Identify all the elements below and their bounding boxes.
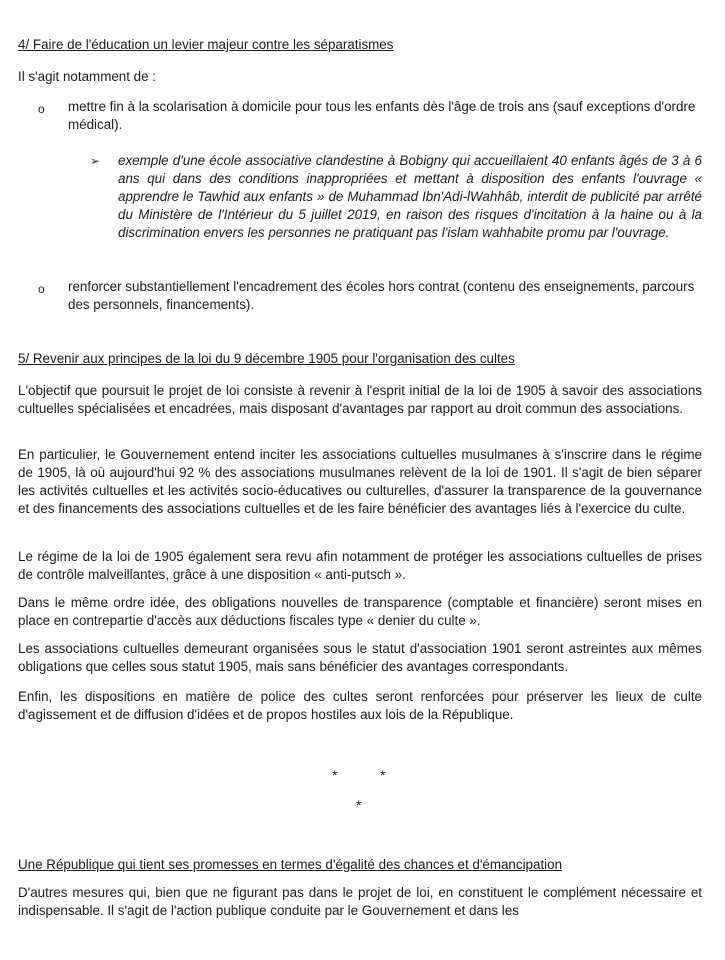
separator-star: * <box>332 767 338 783</box>
list-item-text: renforcer substantiellement l'encadrement des écoles hors contrat (contenu des enseignements, parcours des personnels, financements). <box>68 279 695 312</box>
list-item <box>38 98 702 134</box>
paragraph: D'autres mesures qui, bien que ne figurant pas dans le projet de loi, en constituent le complément nécessaire et indispensable. Il s'agit de l'action publique conduite par le Gouvernement et dans les <box>18 885 702 918</box>
section-5-heading: 5/ Revenir aux principes de la loi du 9 décembre 1905 pour l'organisation des cultes <box>18 351 515 366</box>
separator-star: * <box>380 767 386 783</box>
paragraph: Enfin, les dispositions en matière de police des cultes seront renforcées pour préserver les lieux de culte d'agissement et de diffusion d'idées et de propos hostiles aux lois de la République. <box>18 689 702 722</box>
section-4-heading: 4/ Faire de l'éducation un levier majeur contre les séparatismes <box>18 37 394 52</box>
list-item-text: mettre fin à la scolarisation à domicile pour tous les enfants dès l'âge de trois ans (sauf exceptions d'ordre médical). <box>68 99 696 132</box>
paragraph: En particulier, le Gouvernement entend inciter les associations cultuelles musulmanes à s'inscrire dans le régime de 1905, là où aujourd'hui 92 % des associations musulmanes relèvent de la loi de 1901. Il s'agit de bien séparer les activités cultuelles et les activités socio-éducatives ou culturelles, d'assurer la transparence de la gouvernance et des financements des associations cultuelles et de les faire bénéficier des avantages liés à l'exercice du culte. <box>18 447 702 516</box>
section-4-intro: Il s'agit notamment de : <box>18 69 157 84</box>
list-item <box>38 278 702 314</box>
separator-star: * <box>356 797 362 813</box>
sub-list-item-text: exemple d'une école associative clandestine à Bobigny qui accueillaient 40 enfants âgés de 3 à 6 ans qui dans des conditions inappropriées et mettant à disposition des enfants l'ouvrage « apprendre le Tawhid aux enfants » de Muhammad Ibn'Adi-lWahhâb, interdit de publicité par arrêté du Ministère de l'Intérieur du 5 juillet 2019, en raison des risques d'incitation à la haine ou à la discrimination envers les personnes ne pratiquant pas l'islam wahhabite promu par l'ouvrage. <box>118 153 702 240</box>
arrow-bullet-icon: ➢ <box>90 154 101 168</box>
hollow-circle-bullet-icon: o <box>38 102 45 116</box>
paragraph: L'objectif que poursuit le projet de loi consiste à revenir à l'esprit initial de la loi de 1905 à savoir des associations cultuelles spécialisées et encadrées, mais disposant d'avantages par rapport au droit commun des associations. <box>18 383 702 416</box>
section-6-heading: Une République qui tient ses promesses en termes d'égalité des chances et d'émancipation <box>18 857 563 872</box>
paragraph: Les associations cultuelles demeurant organisées sous le statut d'association 1901 seront astreintes aux mêmes obligations que celles sous statut 1905, mais sans bénéficier des avantages correspondants. <box>18 641 702 674</box>
paragraph: Dans le même ordre idée, des obligations nouvelles de transparence (comptable et financière) seront mises en place en contrepartie d'accès aux déductions fiscales type « denier du culte ». <box>18 595 702 628</box>
sub-list-item <box>90 152 702 242</box>
paragraph: Le régime de la loi de 1905 également sera revu afin notamment de protéger les associations cultuelles de prises de contrôle malveillantes, grâce à une disposition « anti-putsch ». <box>18 549 702 582</box>
hollow-circle-bullet-icon: o <box>38 282 45 296</box>
